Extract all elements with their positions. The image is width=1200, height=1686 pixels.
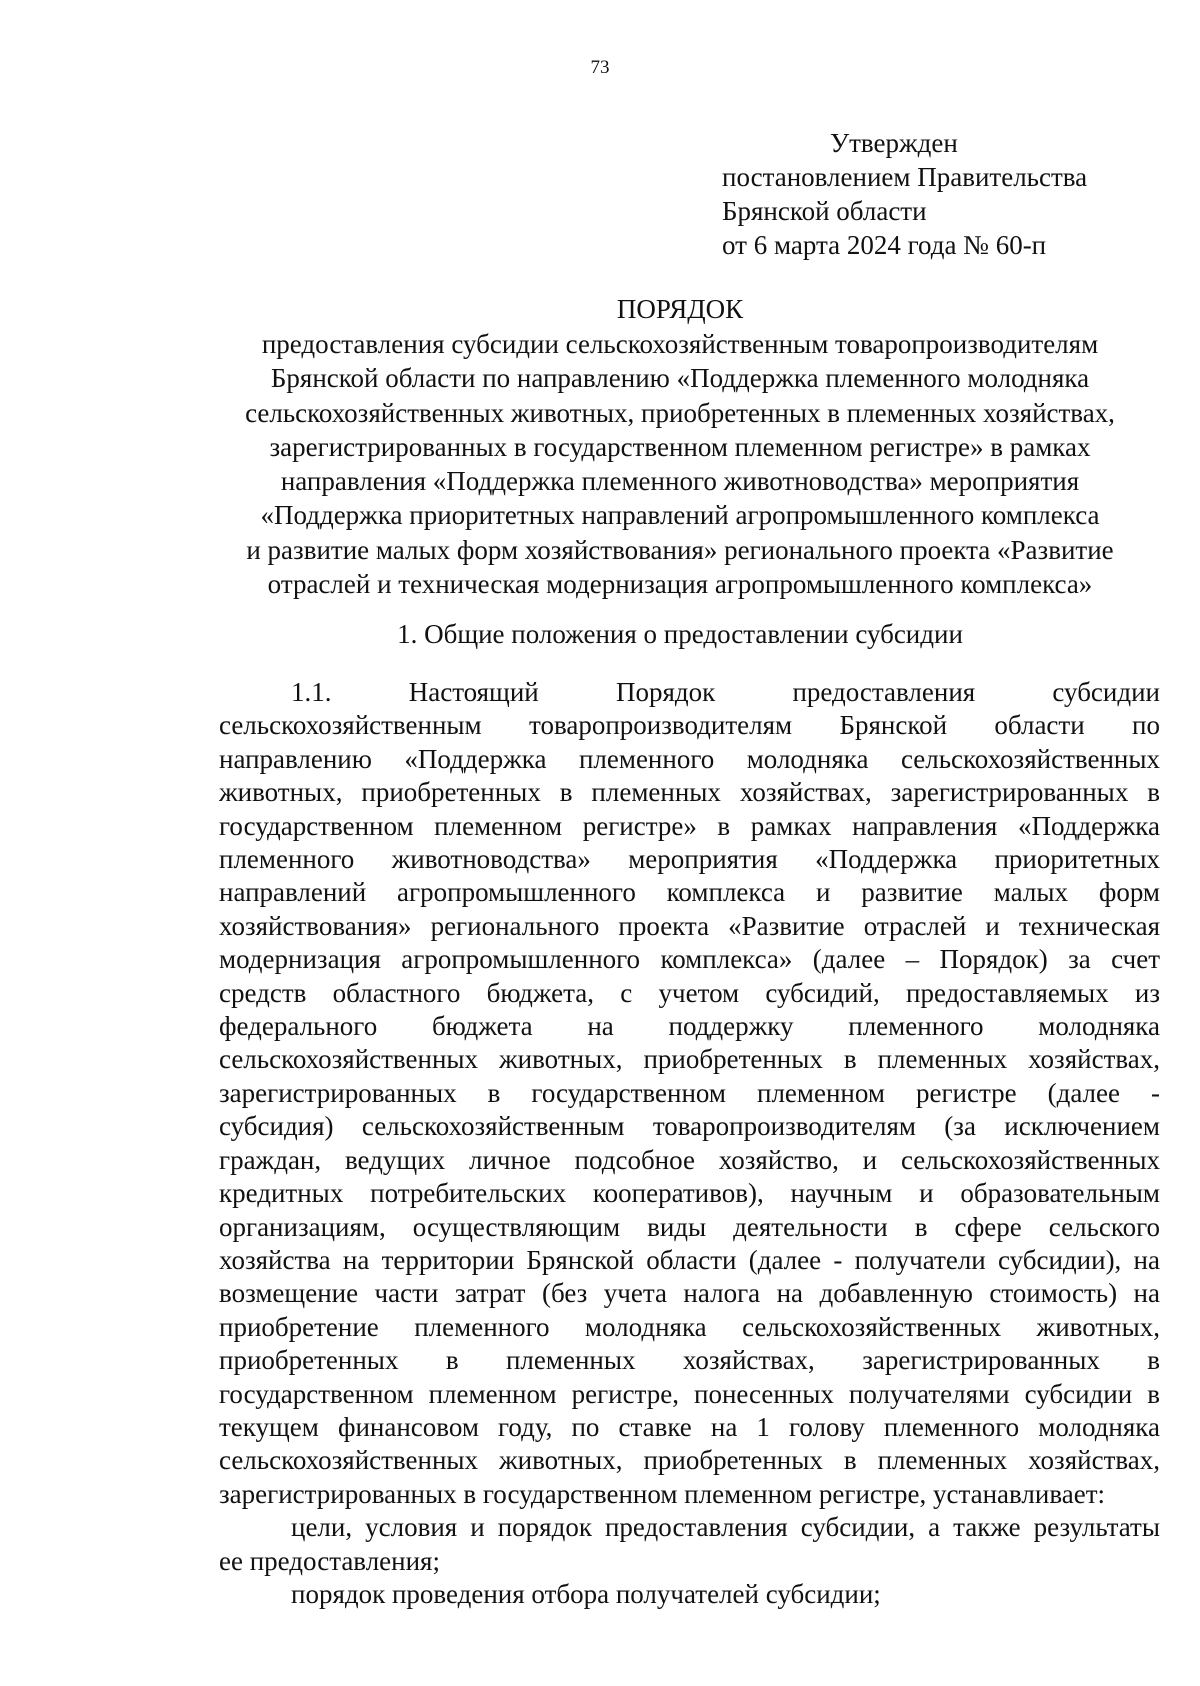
body-line: приобретенных в племенных хозяйствах, зарегистрированных в <box>219 1345 1160 1376</box>
body-line: сельскохозяйственным товаропроизводителям Брянской области по <box>219 710 1160 741</box>
document-title: ПОРЯДОК <box>616 294 744 324</box>
body-line: направлению «Поддержка племенного молодняка сельскохозяйственных <box>219 743 1160 774</box>
body-line: зарегистрированных в государственном племенном регистре, устанавливает: <box>219 1478 1105 1509</box>
body-line: граждан, ведущих личное подсобное хозяйство, и сельскохозяйственных <box>219 1144 1160 1175</box>
subtitle-line: зарегистрированных в государственном племенном регистре» в рамках <box>269 431 1091 462</box>
subtitle-line: сельскохозяйственных животных, приобретенных в племенных хозяйствах, <box>245 397 1115 428</box>
body-line: федерального бюджета на поддержку племенного молодняка <box>219 1011 1160 1042</box>
subtitle-line: предоставления субсидии сельскохозяйственным товаропроизводителям <box>261 329 1099 359</box>
body-line: организациям, осуществляющим виды деятельности в сфере сельского <box>219 1211 1160 1242</box>
body-line: сельскохозяйственных животных, приобретенных в племенных хозяйствах, <box>219 1445 1160 1476</box>
subtitle-line: Брянской области по направлению «Поддержка племенного молодняка <box>270 363 1090 394</box>
body-line: племенного животноводства» мероприятия «Поддержка приоритетных <box>219 844 1160 875</box>
body-line: хозяйствования» регионального проекта «Развитие отраслей и техническая <box>219 910 1160 941</box>
approval-line: от 6 марта 2024 года № 60-п <box>722 230 1047 260</box>
body-line: хозяйства на территории Брянской области (далее - получатели субсидии), на <box>219 1244 1160 1275</box>
body-line: зарегистрированных в государственном племенном регистре (далее - <box>219 1077 1160 1108</box>
body-line: модернизация агропромышленного комплекса» (далее – Порядок) за счет <box>219 944 1160 975</box>
body-line: 1.1. Настоящий Порядок предоставления субсидии <box>291 677 1160 707</box>
body-line: порядок проведения отбора получателей субсидии; <box>291 1578 881 1609</box>
body-line: животных, приобретенных в племенных хозяйствах, зарегистрированных в <box>219 777 1160 808</box>
document-subtitle <box>200 327 1160 601</box>
body-line: текущем финансовом году, по ставке на 1 голову племенного молодняка <box>219 1411 1160 1442</box>
body-line: цели, условия и порядок предоставления субсидии, а также результаты <box>291 1512 1160 1543</box>
body-line: кредитных потребительских кооперативов), научным и образовательным <box>219 1178 1160 1209</box>
body-paragraph <box>219 676 1160 1611</box>
body-line: субсидия) сельскохозяйственным товаропроизводителям (за исключением <box>219 1111 1160 1142</box>
body-line: сельскохозяйственных животных, приобретенных в племенных хозяйствах, <box>219 1044 1160 1075</box>
body-line: направлений агропромышленного комплекса и развитие малых форм <box>219 877 1160 908</box>
body-line: государственном племенном регистре» в рамках направления «Поддержка <box>219 810 1160 841</box>
approval-line: постановлением Правительства <box>722 162 1088 192</box>
subtitle-line: отраслей и техническая модернизация агропромышленного комплекса» <box>267 569 1093 600</box>
body-line: государственном племенном регистре, понесенных получателями субсидии в <box>219 1378 1160 1409</box>
approval-line: Брянской области <box>722 196 927 226</box>
body-line: приобретение племенного молодняка сельскохозяйственных животных, <box>219 1311 1160 1342</box>
page-number: 73 <box>590 57 610 78</box>
approval-line: Утвержден <box>830 128 958 158</box>
body-line: возмещение части затрат (без учета налога на добавленную стоимость) на <box>219 1278 1160 1309</box>
body-line: средств областного бюджета, с учетом субсидий, предоставляемых из <box>219 977 1160 1008</box>
section-heading: 1. Общие положения о предоставлении субсидии <box>397 619 963 649</box>
subtitle-line: направления «Поддержка племенного животноводства» мероприятия <box>280 466 1080 497</box>
body-line: ее предоставления; <box>219 1545 440 1576</box>
subtitle-line: и развитие малых форм хозяйствования» регионального проекта «Развитие <box>246 534 1114 565</box>
subtitle-line: «Поддержка приоритетных направлений агропромышленного комплекса <box>260 500 1100 531</box>
approval-block <box>722 126 1162 262</box>
